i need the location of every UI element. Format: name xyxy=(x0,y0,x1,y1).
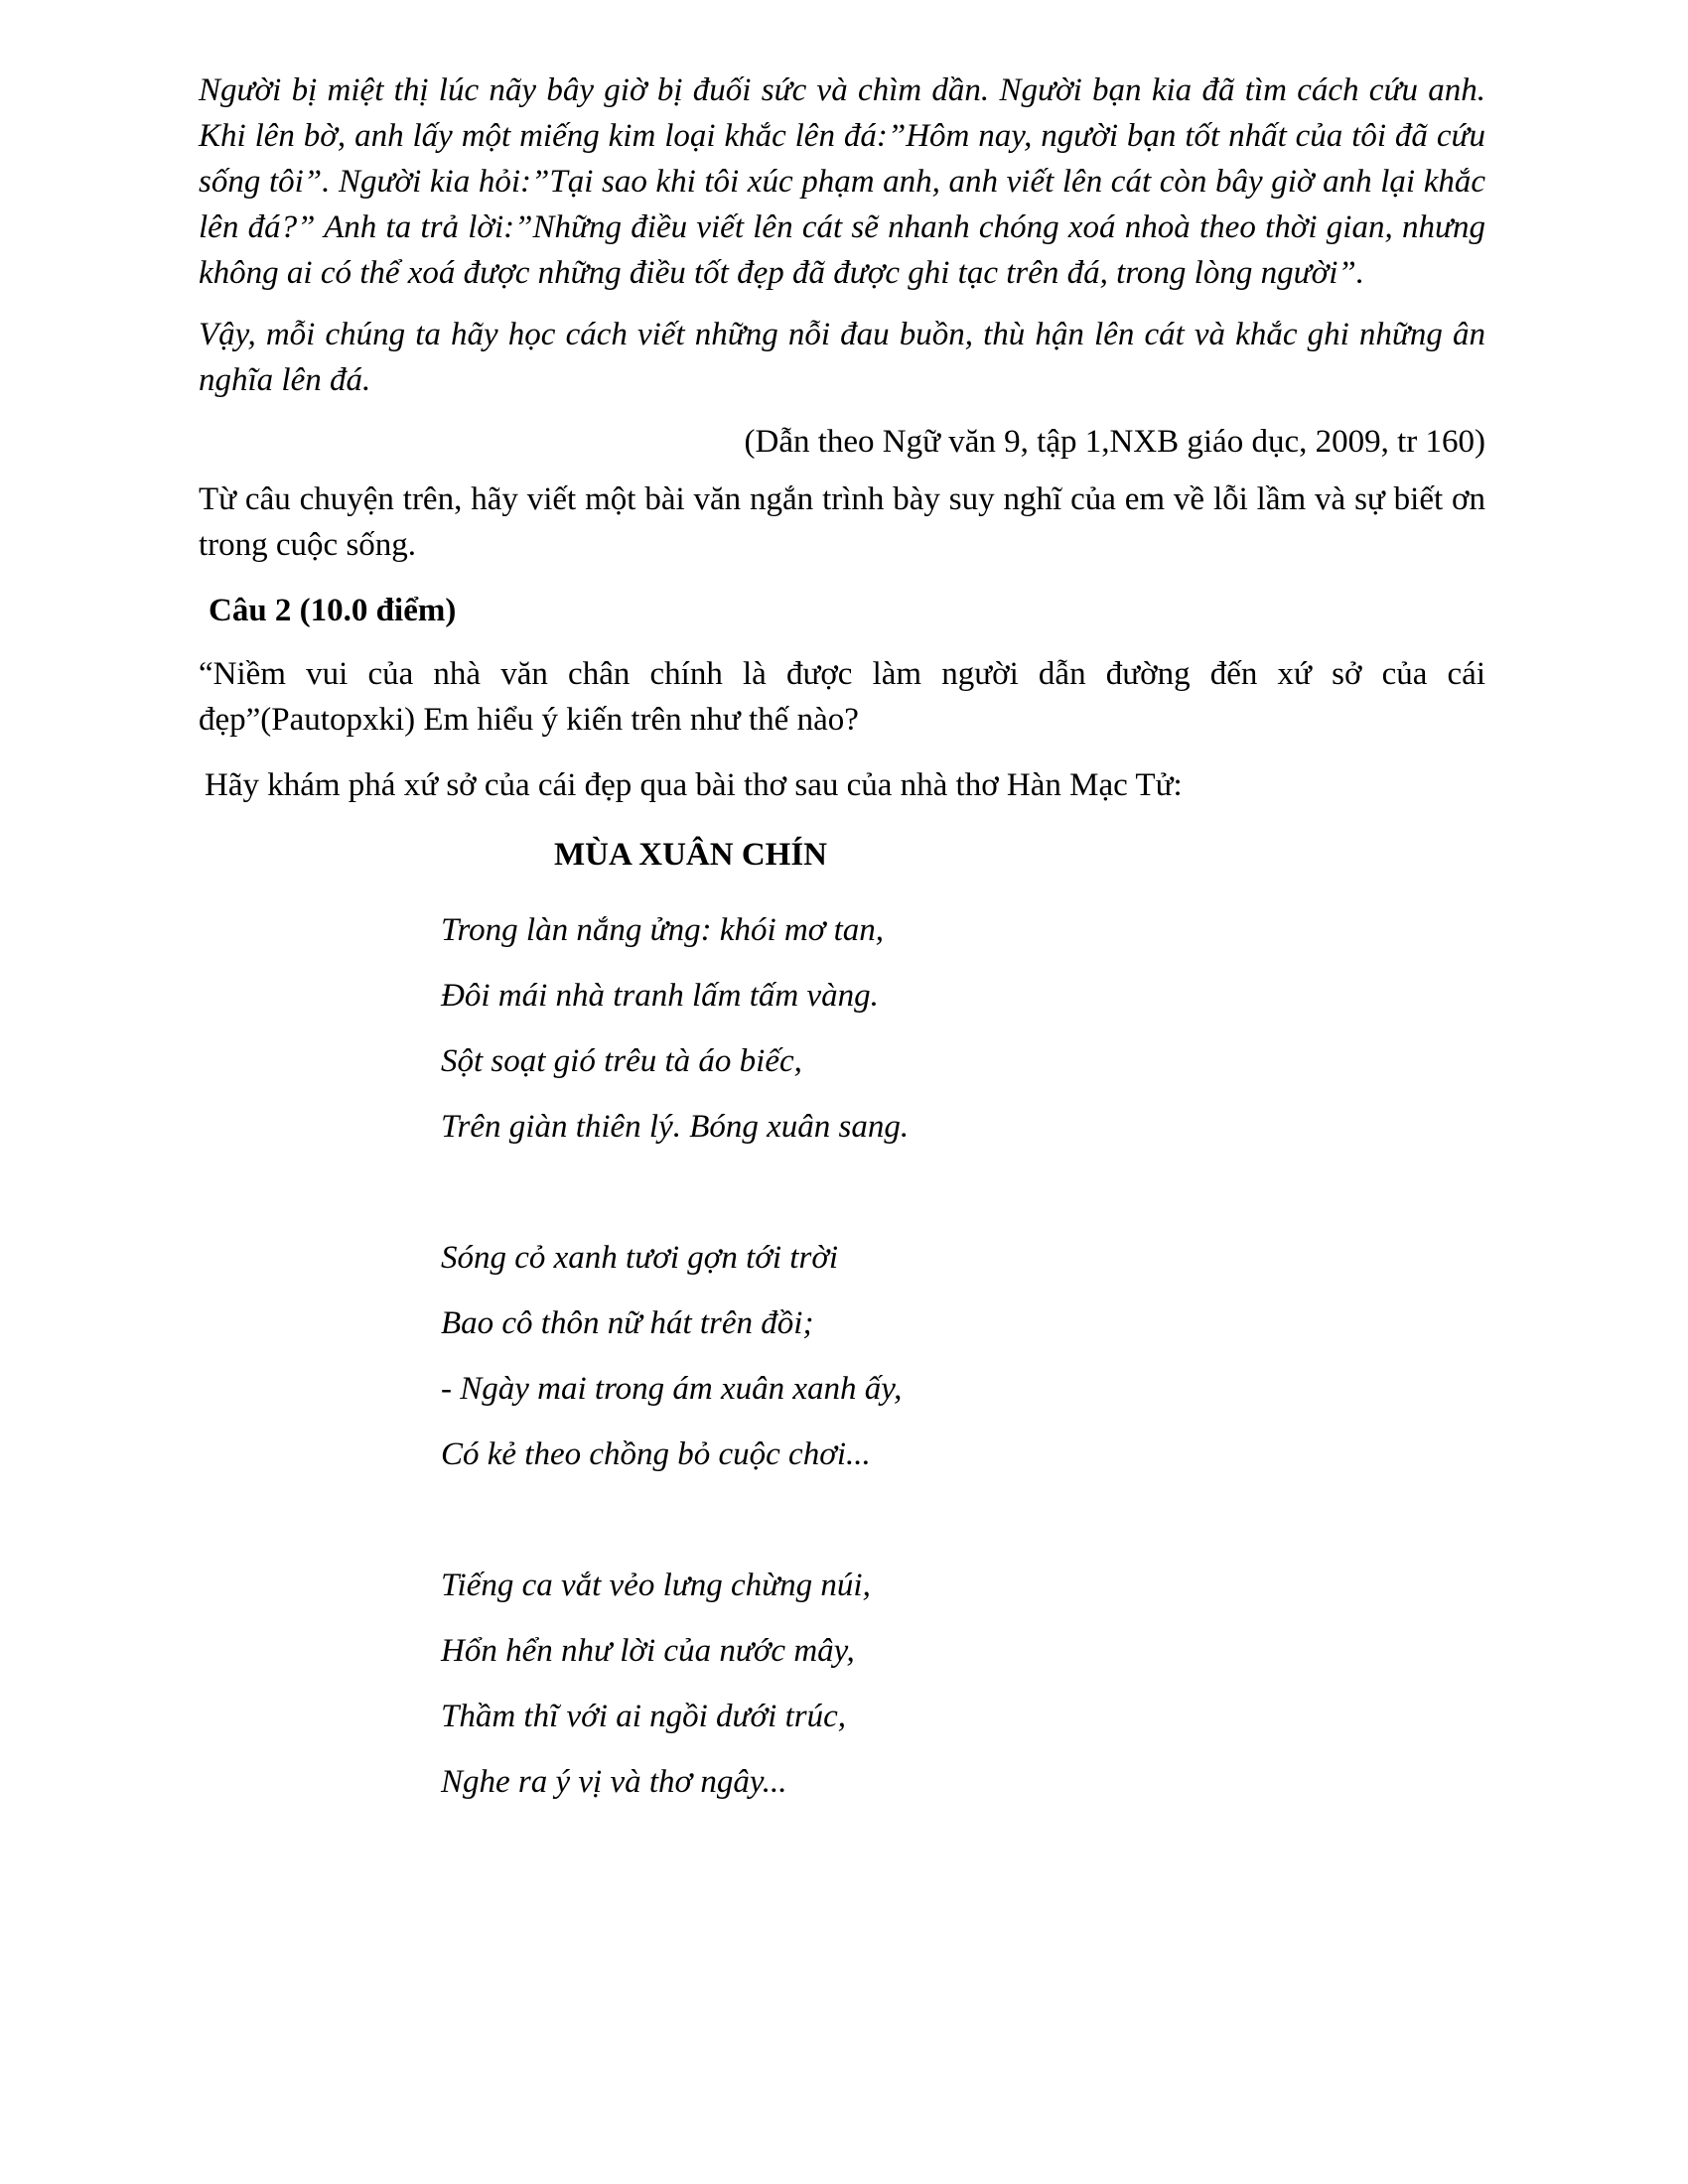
poem-body xyxy=(441,897,1485,1815)
question-2-heading: Câu 2 (10.0 điểm) xyxy=(209,593,457,628)
question-2-task: Hãy khám phá xứ sở của cái đẹp qua bài thơ sau của nhà thơ Hàn Mạc Tử: xyxy=(205,767,1183,803)
poem-line: Đôi mái nhà tranh lấm tấm vàng. xyxy=(441,978,879,1014)
poem-line: Tiếng ca vắt vẻo lưng chừng núi, xyxy=(441,1568,871,1603)
poem-line: Nghe ra ý vị và thơ ngây... xyxy=(441,1764,787,1800)
poem-line: Bao cô thôn nữ hát trên đồi; xyxy=(441,1305,814,1341)
story-paragraph-1: Người bị miệt thị lúc nãy bây giờ bị đuối sức và chìm dần. Người bạn kia đã tìm cách cứu anh. Khi lên bờ, anh lấy một miếng kim loại khắc lên đá:”Hôm nay, người bạn tốt nhất của tôi đã cứu sống tôi”. Người kia hỏi:”Tại sao khi tôi xúc phạm anh, anh viết lên cát còn bây giờ anh lại khắc lên đá?” Anh ta trả lời:”Những điều viết lên cát sẽ nhanh chóng xoá nhoà theo thời gian, nhưng không ai có thể xoá được những điều tốt đẹp đã được ghi tạc trên đá, trong lòng người”. xyxy=(199,72,1485,291)
poem-line: Hổn hển như lời của nước mây, xyxy=(441,1633,855,1669)
question-2-quote: “Niềm vui của nhà văn chân chính là được làm người dẫn đường đến xứ sở của cái đẹp”(Pautopxki) Em hiểu ý kiến trên như thế nào? xyxy=(199,656,1485,738)
poem-line: Sóng cỏ xanh tươi gợn tới trời xyxy=(441,1240,839,1276)
poem-line: Thầm thĩ với ai ngồi dưới trúc, xyxy=(441,1699,846,1734)
poem-line: Trên giàn thiên lý. Bóng xuân sang. xyxy=(441,1109,910,1145)
poem-stanza-3 xyxy=(441,1553,1485,1815)
story-paragraph-2: Vậy, mỗi chúng ta hãy học cách viết những nỗi đau buồn, thù hận lên cát và khắc ghi những ân nghĩa lên đá. xyxy=(199,317,1485,398)
poem-line: Sột soạt gió trêu tà áo biếc, xyxy=(441,1043,802,1079)
poem-stanza-2 xyxy=(441,1225,1485,1487)
poem-line: Trong làn nắng ửng: khói mơ tan, xyxy=(441,912,884,948)
poem-line: - Ngày mai trong ám xuân xanh ấy, xyxy=(441,1371,903,1407)
story-citation: (Dẫn theo Ngữ văn 9, tập 1,NXB giáo dục, 2009, tr 160) xyxy=(744,424,1485,460)
question-1-prompt: Từ câu chuyện trên, hãy viết một bài văn ngắn trình bày suy nghĩ của em về lỗi lầm và sự biết ơn trong cuộc sống. xyxy=(199,481,1485,563)
poem-line: Có kẻ theo chồng bỏ cuộc chơi... xyxy=(441,1436,871,1472)
poem-title: MÙA XUÂN CHÍN xyxy=(554,837,827,873)
document-page xyxy=(199,68,1485,1815)
poem-stanza-1 xyxy=(441,897,1485,1160)
